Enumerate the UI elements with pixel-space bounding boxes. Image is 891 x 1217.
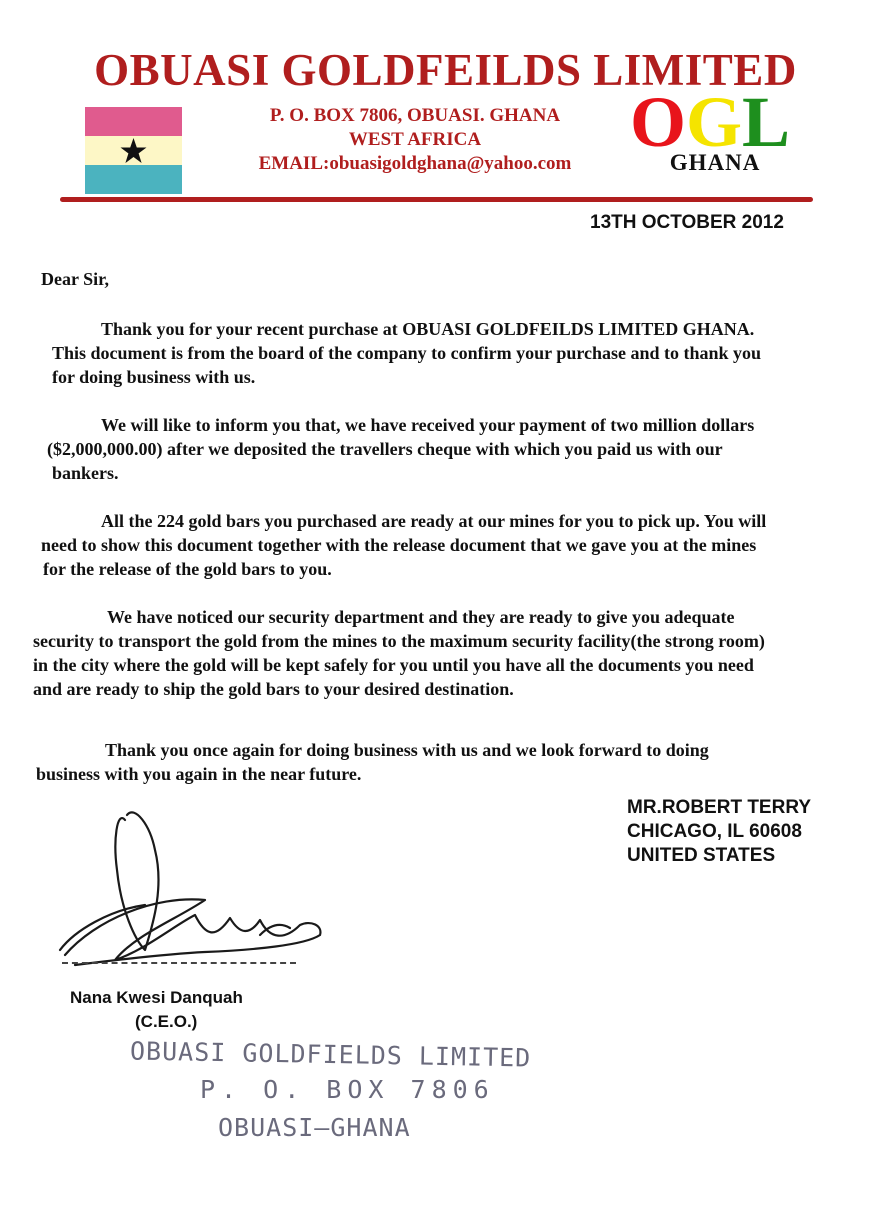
company-stamp-line-3: OBUASI—GHANA (218, 1113, 411, 1142)
paragraph-2-line-2: ($2,000,000.00) after we deposited the travellers cheque with which you paid us with our (47, 439, 723, 459)
logo-country: GHANA (669, 150, 761, 175)
address-line-1: P. O. BOX 7806, OBUASI. GHANA (269, 105, 561, 126)
email-address: EMAIL:obuasigoldghana@yahoo.com (258, 153, 572, 174)
signer-title: (C.E.O.) (135, 1012, 198, 1031)
paragraph-4-line-2: security to transport the gold from the mines to the maximum security facility(the strong room) (33, 631, 765, 651)
paragraph-3-line-1: All the 224 gold bars you purchased are ready at our mines for you to pick up. You will (101, 511, 767, 531)
paragraph-3-line-3: for the release of the gold bars to you. (43, 559, 332, 579)
ghana-flag-icon (85, 107, 182, 194)
logo-letter-l: L (742, 82, 791, 162)
paragraph-1-line-3: for doing business with us. (52, 367, 256, 387)
ogl-logo (630, 82, 800, 162)
company-title: OBUASI GOLDFEILDS LIMITED (94, 45, 797, 95)
flag-stripe-top (85, 107, 182, 136)
paragraph-4-line-4: and are ready to ship the gold bars to your desired destination. (33, 679, 514, 699)
paragraph-2-line-3: bankers. (52, 463, 119, 483)
flag-stripe-bottom (85, 165, 182, 194)
company-stamp-line-1: OBUASI GOLDFIELDS LIMITED (129, 1036, 532, 1073)
recipient-country: UNITED STATES (627, 845, 776, 866)
paragraph-4-line-1: We have noticed our security department and they are ready to give you adequate (107, 607, 735, 627)
signature-line (62, 962, 296, 964)
paragraph-2-line-1: We will like to inform you that, we have received your payment of two million dollars (101, 415, 755, 435)
paragraph-4-line-3: in the city where the gold will be kept safely for you until you have all the documents you need (33, 655, 754, 675)
recipient-city: CHICAGO, IL 60608 (627, 821, 802, 842)
signer-name: Nana Kwesi Danquah (70, 988, 243, 1007)
letter-date: 13TH OCTOBER 2012 (590, 212, 784, 233)
paragraph-5-line-1: Thank you once again for doing business with us and we look forward to doing (105, 740, 709, 760)
header-divider (60, 197, 813, 202)
logo-letter-o: O (630, 82, 687, 162)
flag-stripe-middle (85, 136, 182, 165)
paragraph-1-line-2: This document is from the board of the company to confirm your purchase and to thank you (52, 343, 762, 363)
handwritten-signature (55, 800, 335, 980)
recipient-address (627, 796, 811, 868)
company-stamp-line-2: P. O. BOX 7806 (200, 1075, 495, 1104)
paragraph-3-line-2: need to show this document together with the release document that we gave you at the mines (41, 535, 757, 555)
recipient-name: MR.ROBERT TERRY (627, 797, 812, 818)
salutation: Dear Sir, (41, 269, 110, 289)
paragraph-1-line-1: Thank you for your recent purchase at OBUASI GOLDFEILDS LIMITED GHANA. (101, 319, 755, 339)
paragraph-5-line-2: business with you again in the near future. (36, 764, 362, 784)
logo-letter-g: G (686, 82, 743, 162)
address-line-2: WEST AFRICA (348, 129, 482, 150)
black-star-icon (85, 136, 182, 165)
